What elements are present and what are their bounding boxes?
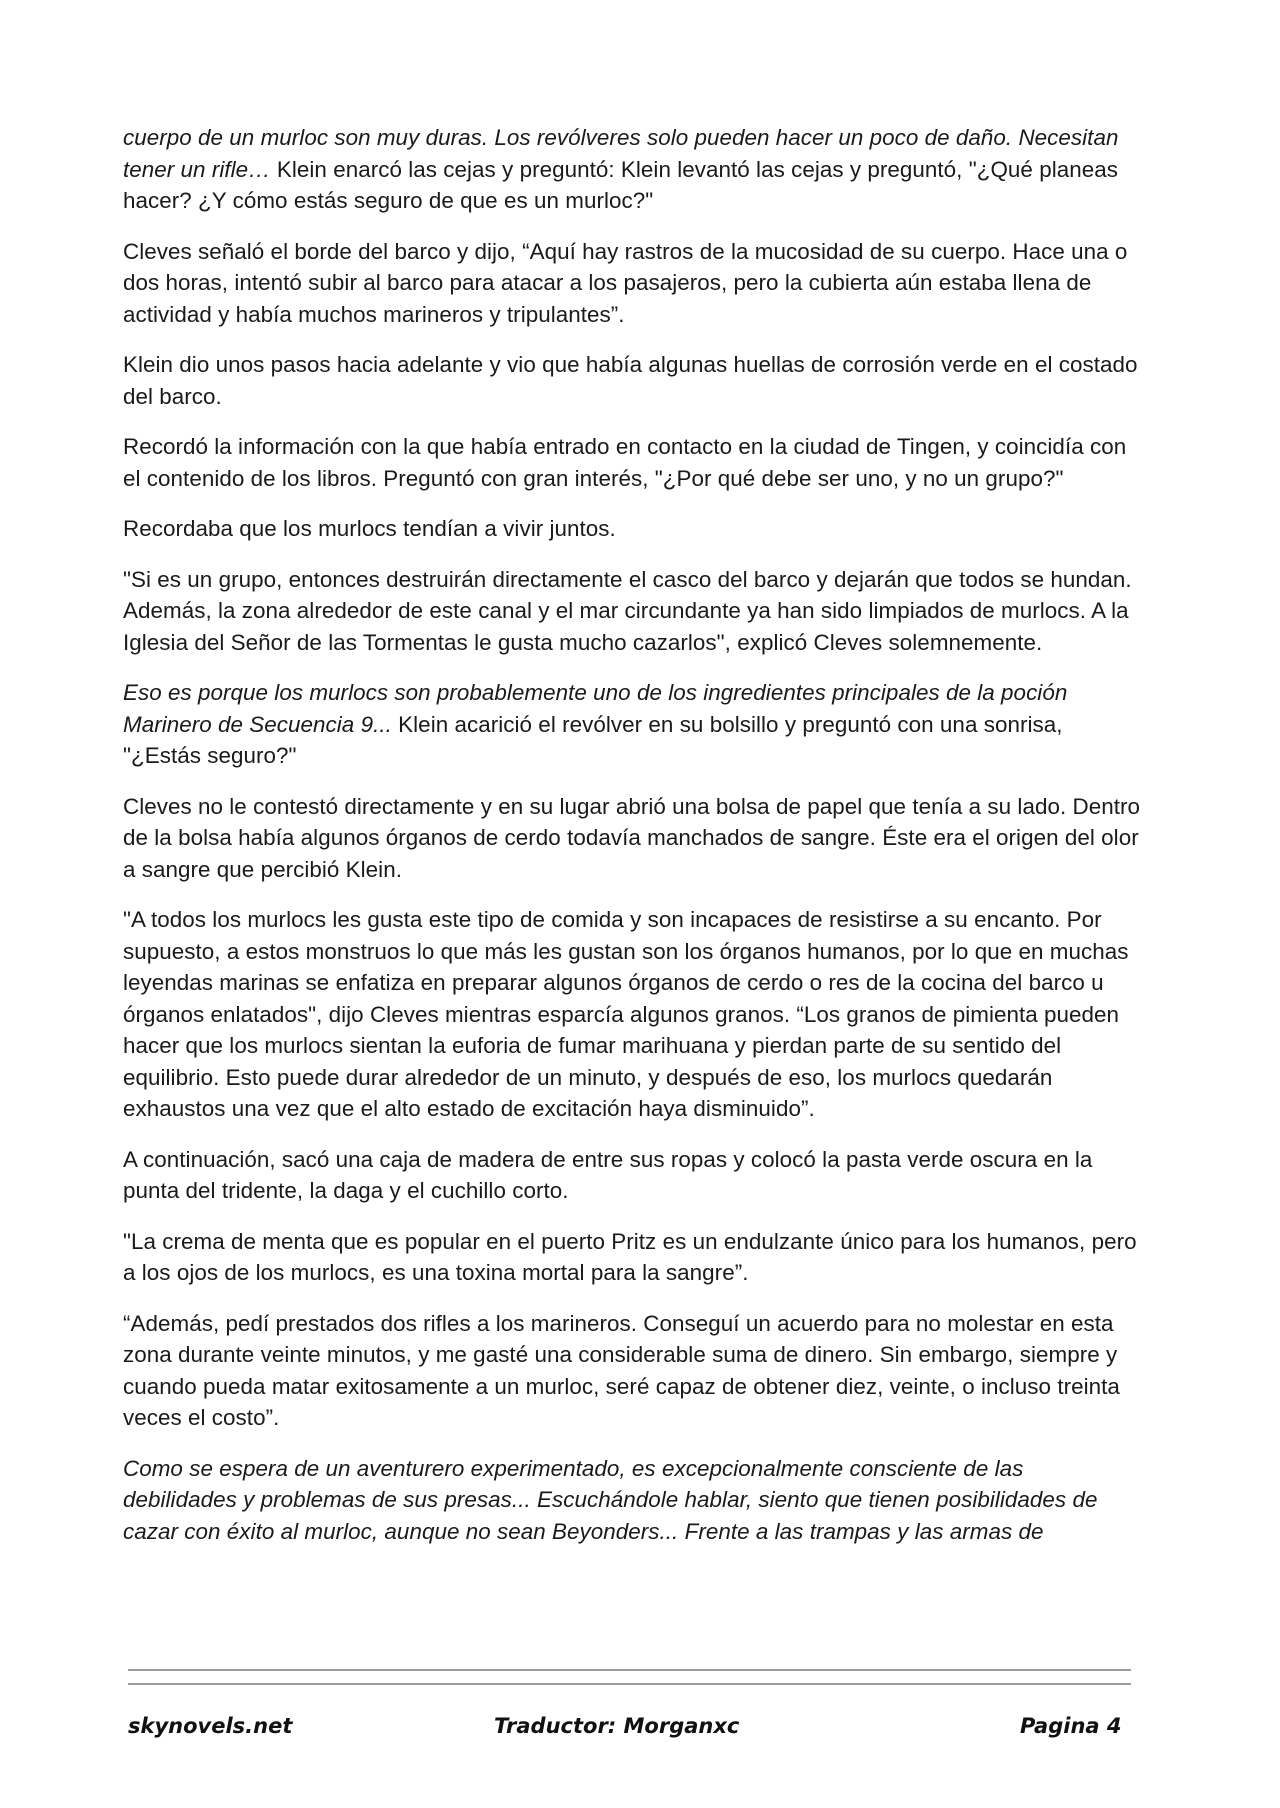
footer-divider-bottom	[128, 1683, 1131, 1685]
chapter-body	[123, 122, 1143, 1566]
paragraph-text: Recordaba que los murlocs tendían a vivir juntos.	[123, 516, 616, 541]
paragraph-13	[123, 1453, 1143, 1548]
paragraph-text: Klein dio unos pasos hacia adelante y vio que había algunas huellas de corrosión verde en el costado del barco.	[123, 352, 1138, 409]
paragraph-text: Cleves señaló el borde del barco y dijo, “Aquí hay rastros de la mucosidad de su cuerpo. Hace una o dos horas, intentó subir al barco para atacar a los pasajeros, pero la cubierta aún estaba llena de actividad y había muchos marineros y tripulantes”.	[123, 238, 1128, 327]
italic-thought: cuerpo de un murloc son muy duras. Los revólveres solo pueden hacer un poco de daño. Necesitan tener un rifle…	[123, 125, 1119, 182]
paragraph-text: "A todos los murlocs les gusta este tipo de comida y son incapaces de resistirse a su encanto. Por supuesto, a estos monstruos lo que más les gustan son los órganos humanos, por lo que en muchas leyendas marinas se enfatiza en preparar algunos órganos de cerdo o res de la cocina del barco u órganos enlatados", dijo Cleves mientras esparcía algunos granos. “Los granos de pimienta pueden hacer que los murlocs sientan la euforia de fumar marihuana y pierdan parte de su sentido del equilibrio. Esto puede durar alrededor de un minuto, y después de eso, los murlocs quedarán exhaustos una vez que el alto estado de excitación haya disminuido”.	[123, 907, 1129, 1121]
paragraph-text: "La crema de menta que es popular en el puerto Pritz es un endulzante único para los humanos, pero a los ojos de los murlocs, es una toxina mortal para la sangre”.	[123, 1228, 1137, 1285]
paragraph-text: "Si es un grupo, entonces destruirán directamente el casco del barco y dejarán que todos se hundan. Además, la zona alrededor de este canal y el mar circundante ya han sido limpiados de murlocs. A la Iglesia del Señor de las Tormentas le gusta mucho cazarlos", explicó Cleves solemnemente.	[123, 566, 1132, 655]
paragraph-2	[123, 236, 1143, 331]
footer-site: skynovels.net	[128, 1714, 293, 1738]
paragraph-text: Klein acarició el revólver en su bolsillo y preguntó con una sonrisa, "¿Estás seguro?"	[123, 711, 1063, 768]
paragraph-11	[123, 1226, 1143, 1289]
paragraph-1	[123, 122, 1143, 217]
paragraph-4	[123, 431, 1143, 494]
page-footer	[128, 1714, 1131, 1754]
paragraph-text: A continuación, sacó una caja de madera de entre sus ropas y colocó la pasta verde oscura en la punta del tridente, la daga y el cuchillo corto.	[123, 1146, 1093, 1203]
paragraph-text: Klein enarcó las cejas y preguntó: Klein levantó las cejas y preguntó, "¿Qué planeas hacer? ¿Y cómo estás seguro de que es un murloc?"	[123, 156, 1118, 213]
paragraph-8	[123, 791, 1143, 886]
paragraph-7	[123, 677, 1143, 772]
paragraph-text: Recordó la información con la que había entrado en contacto en la ciudad de Tingen, y coincidía con el contenido de los libros. Preguntó con gran interés, "¿Por qué debe ser uno, y no un grupo?"	[123, 434, 1127, 491]
footer-translator: Traductor: Morganxc	[494, 1714, 740, 1738]
footer-page-number: Pagina 4	[1020, 1714, 1122, 1738]
italic-thought: Eso es porque los murlocs son probablemente uno de los ingredientes principales de la poción Marinero de Secuencia 9...	[123, 680, 1068, 737]
paragraph-9	[123, 904, 1143, 1125]
paragraph-3	[123, 349, 1143, 412]
paragraph-12	[123, 1308, 1143, 1434]
paragraph-6	[123, 564, 1143, 659]
paragraph-text: Cleves no le contestó directamente y en su lugar abrió una bolsa de papel que tenía a su lado. Dentro de la bolsa había algunos órganos de cerdo todavía manchados de sangre. Éste era el origen del olor a sangre que percibió Klein.	[123, 793, 1141, 882]
paragraph-text: “Además, pedí prestados dos rifles a los marineros. Conseguí un acuerdo para no molestar en esta zona durante veinte minutos, y me gasté una considerable suma de dinero. Sin embargo, siempre y cuando pueda matar exitosamente a un murloc, seré capaz de obtener diez, veinte, o incluso treinta veces el costo”.	[123, 1310, 1120, 1430]
footer-divider-top	[128, 1669, 1131, 1671]
italic-thought: Como se espera de un aventurero experimentado, es excepcionalmente consciente de las debilidades y problemas de sus presas... Escuchándole hablar, siento que tienen posibilidades de cazar con éxito al murloc, aunque no sean Beyonders... Frente a las trampas y las armas de	[123, 1455, 1098, 1544]
paragraph-10	[123, 1144, 1143, 1207]
paragraph-5	[123, 513, 1143, 545]
